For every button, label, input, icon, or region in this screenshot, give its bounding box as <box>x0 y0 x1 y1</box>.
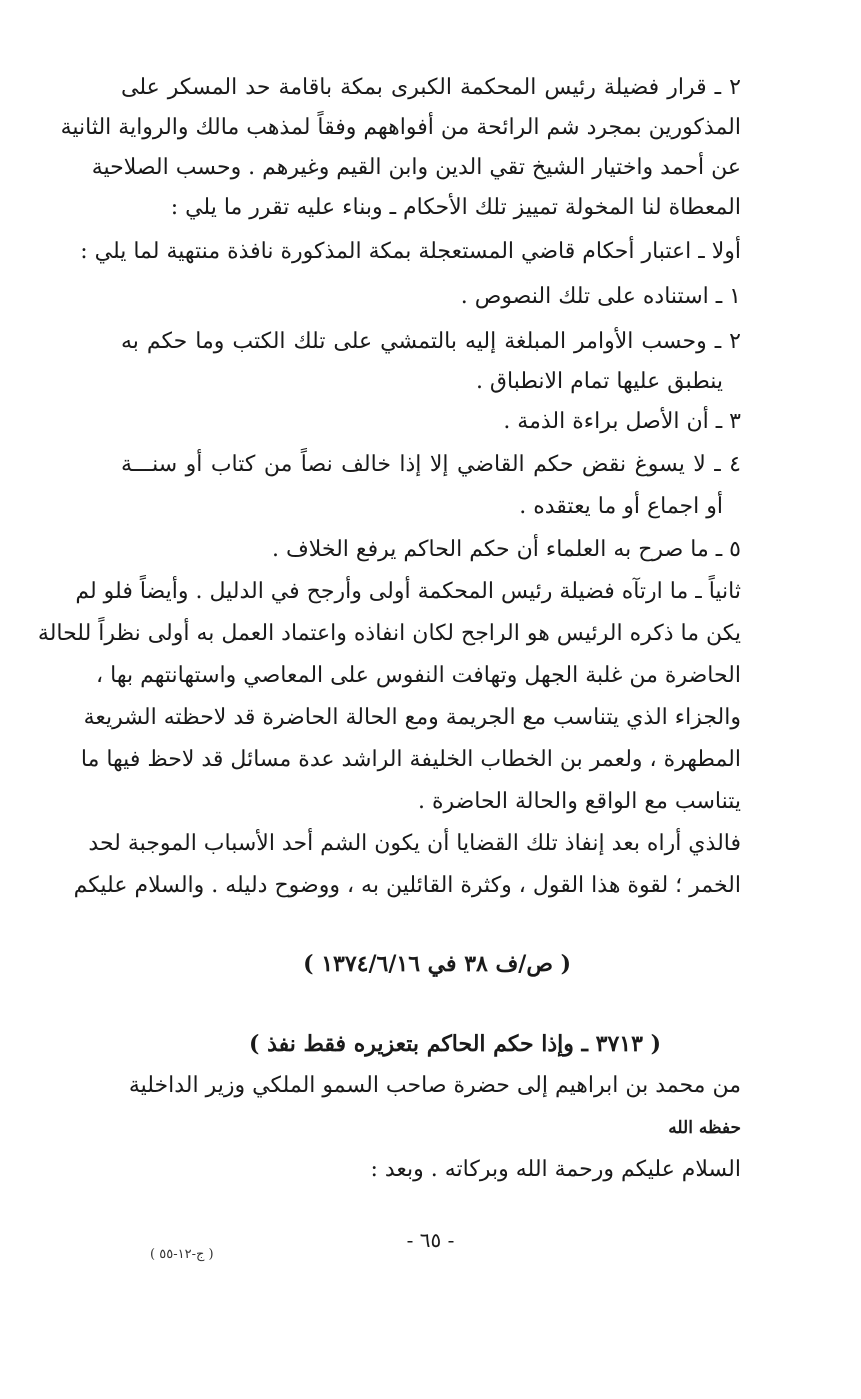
paragraph-line: والجزاء الذي يتناسب مع الجريمة ومع الحالة الحاضرة قد لاحظته الشريعة <box>83 705 741 730</box>
letter-hafizahu: حفظه الله <box>668 1118 741 1138</box>
first-heading-line: أولا ـ اعتبار أحكام قاضي المستعجلة بمكة المذكورة نافذة منتهية لما يلي : <box>80 239 741 264</box>
paragraph-line: ٢ ـ قرار فضيلة رئيس المحكمة الكبرى بمكة باقامة حد المسكر على <box>121 75 741 100</box>
letter-from-line: من محمد بن ابراهيم إلى حضرة صاحب السمو الملكي وزير الداخلية <box>128 1073 741 1098</box>
paragraph-line: عن أحمد واختيار الشيخ تقي الدين وابن القيم وغيرهم . وحسب الصلاحية <box>91 155 741 180</box>
paragraph-line: فالذي أراه بعد إنفاذ تلك القضايا أن يكون الشم أحد الأسباب الموجبة لحد <box>88 831 741 856</box>
paragraph-line: المطهرة ، ولعمر بن الخطاب الخليفة الراشد عدة مسائل قد لاحظ فيها ما <box>80 747 741 772</box>
point-2-line-2: ينطبق عليها تمام الانطباق . <box>475 369 723 394</box>
section-title: ( ٣٧١٣ ـ وإذا حكم الحاكم بتعزيره فقط نفذ ) <box>249 1031 661 1057</box>
point-4-line-1: ٤ ـ لا يسوغ نقض حكم القاضي إلا إذا خالف نصاً من كتاب أو سنـــة <box>121 452 741 477</box>
paragraph-line: المذكورين بمجرد شم الرائحة من أفواههم وفقاً لمذهب مالك والرواية الثانية <box>60 115 741 140</box>
point-4-line-2: أو اجماع أو ما يعتقده . <box>519 494 723 519</box>
point-2-line-1: ٢ ـ وحسب الأوامر المبلغة إليه بالتمشي على تلك الكتب وما حكم به <box>121 329 741 354</box>
point-1: ١ ـ استناده على تلك النصوص . <box>460 284 741 309</box>
paragraph-line: الحاضرة من غلبة الجهل وتهافت النفوس على المعاصي واستهانتهم بها ، <box>96 663 741 688</box>
point-3: ٣ ـ أن الأصل براءة الذمة . <box>503 409 741 434</box>
footer-code: ( ج-١٢-٥٥ ) <box>150 1247 214 1262</box>
reference-note: ( ص/ف ٣٨ في ١٣٧٤/٦/١٦ ) <box>303 951 571 977</box>
paragraph-line: يتناسب مع الواقع والحالة الحاضرة . <box>417 789 741 814</box>
point-5: ٥ ـ ما صرح به العلماء أن حكم الحاكم يرفع الخلاف . <box>271 537 741 562</box>
letter-greeting: السلام عليكم ورحمة الله وبركاته . وبعد : <box>370 1157 741 1182</box>
paragraph-line: الخمر ؛ لقوة هذا القول ، وكثرة القائلين به ، ووضوح دليله . والسلام عليكم <box>73 873 741 898</box>
paragraph-line: يكن ما ذكره الرئيس هو الراجح لكان انفاذه واعتماد العمل به أولى نظراً للحالة <box>37 621 741 646</box>
page-number: - ٦٥ - <box>406 1228 455 1252</box>
paragraph-line: المعطاة لنا المخولة تمييز تلك الأحكام ـ وبناء عليه تقرر ما يلي : <box>170 195 741 220</box>
paragraph-line: ثانياً ـ ما ارتآه فضيلة رئيس المحكمة أولى وأرجح في الدليل . وأيضاً فلو لم <box>75 579 741 604</box>
